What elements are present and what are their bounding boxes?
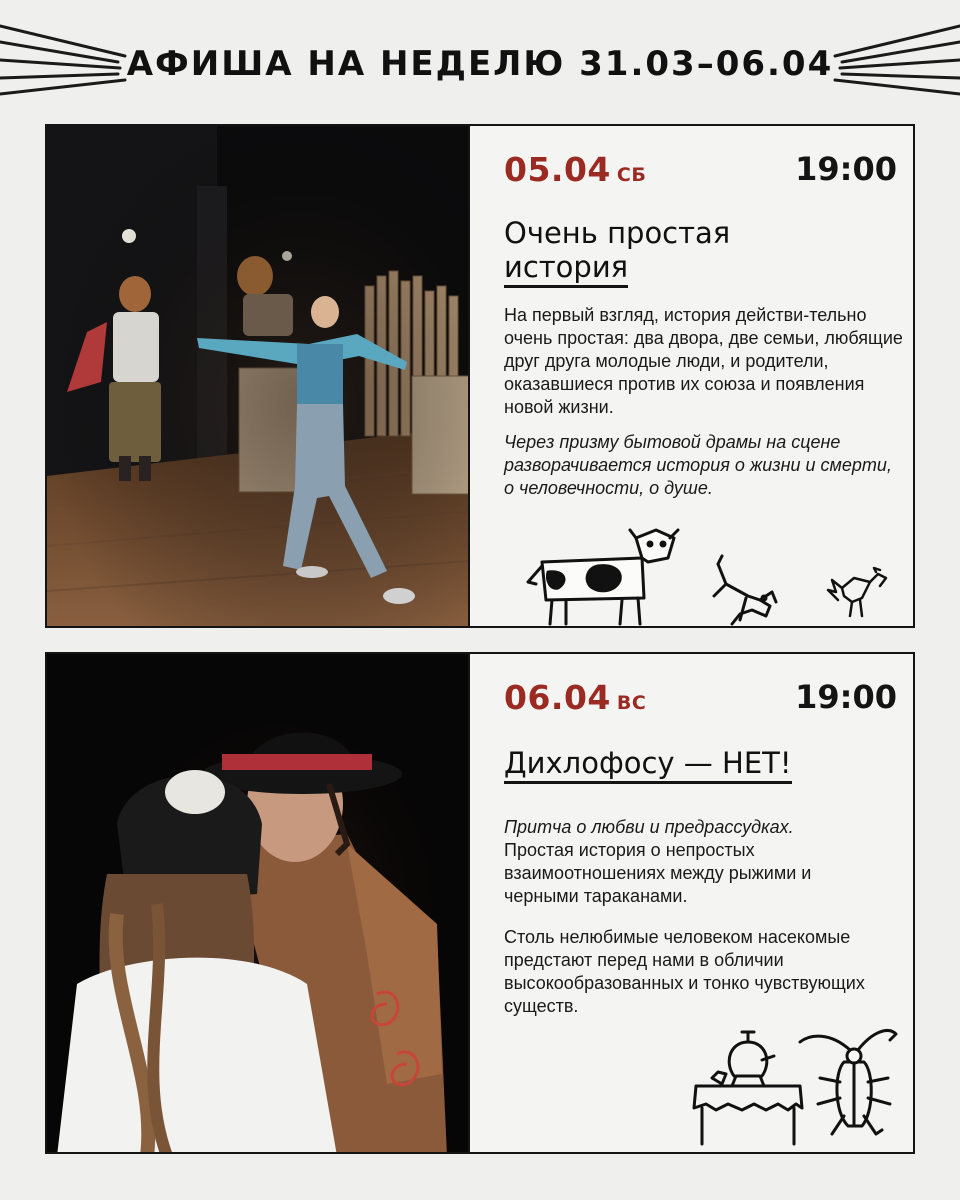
cow-icon (528, 530, 678, 624)
event-weekday: ВС (616, 692, 647, 714)
event-date (504, 150, 646, 189)
samovar-table-icon (694, 1032, 802, 1144)
event-title-line-1: Дихлофосу — НЕТ! (504, 746, 792, 784)
event-title[interactable] (504, 746, 792, 784)
event-description-regular: Простая история о непростых взаимоотношениях между рыжими и черными тараканами. (504, 840, 812, 906)
event-time: 19:00 (795, 150, 897, 188)
header-lines-right-icon (830, 20, 960, 100)
doodles-1 (470, 516, 915, 626)
event-description (504, 816, 884, 1030)
event-weekday: СБ (616, 164, 647, 186)
event-date-text: 06.04 (504, 678, 611, 717)
event-card-2[interactable] (45, 652, 915, 1154)
event-description-regular: На первый взгляд, история действи-тельно очень простая: два двора, две семьи, любящие друг друга молодые люди, и родители, оказавшиеся против их союза и появления новой жизни. (504, 305, 903, 417)
dog-icon (714, 556, 776, 624)
event-description (504, 304, 904, 512)
event-date-text: 05.04 (504, 150, 611, 189)
event-date (504, 678, 646, 717)
event-title-line-2: история (504, 250, 628, 288)
event-photo-2 (47, 654, 470, 1152)
doodles-2 (470, 1012, 915, 1152)
rooster-icon (828, 568, 886, 616)
page-title: АФИША НА НЕДЕЛЮ 31.03–06.04 (126, 44, 834, 84)
event-title-line-1: Очень простая (504, 216, 731, 250)
event-description-italic: Притча о любви и предрассудках. (504, 817, 794, 837)
event-info-2 (470, 654, 913, 1152)
event-info-1 (470, 126, 913, 626)
header (0, 0, 960, 130)
event-description-regular-2: Столь нелюбимые человеком насекомые предстают перед нами в обличии высокообразованных и тонко чувствующих существ. (504, 927, 865, 1016)
cockroach-icon (800, 1031, 896, 1134)
event-time: 19:00 (795, 678, 897, 716)
event-description-italic: Через призму бытовой драмы на сцене разворачивается история о жизни и смерти, о человечности, о душе. (504, 432, 892, 498)
event-card-1[interactable] (45, 124, 915, 628)
event-photo-1 (47, 126, 470, 626)
event-title[interactable] (504, 216, 730, 288)
